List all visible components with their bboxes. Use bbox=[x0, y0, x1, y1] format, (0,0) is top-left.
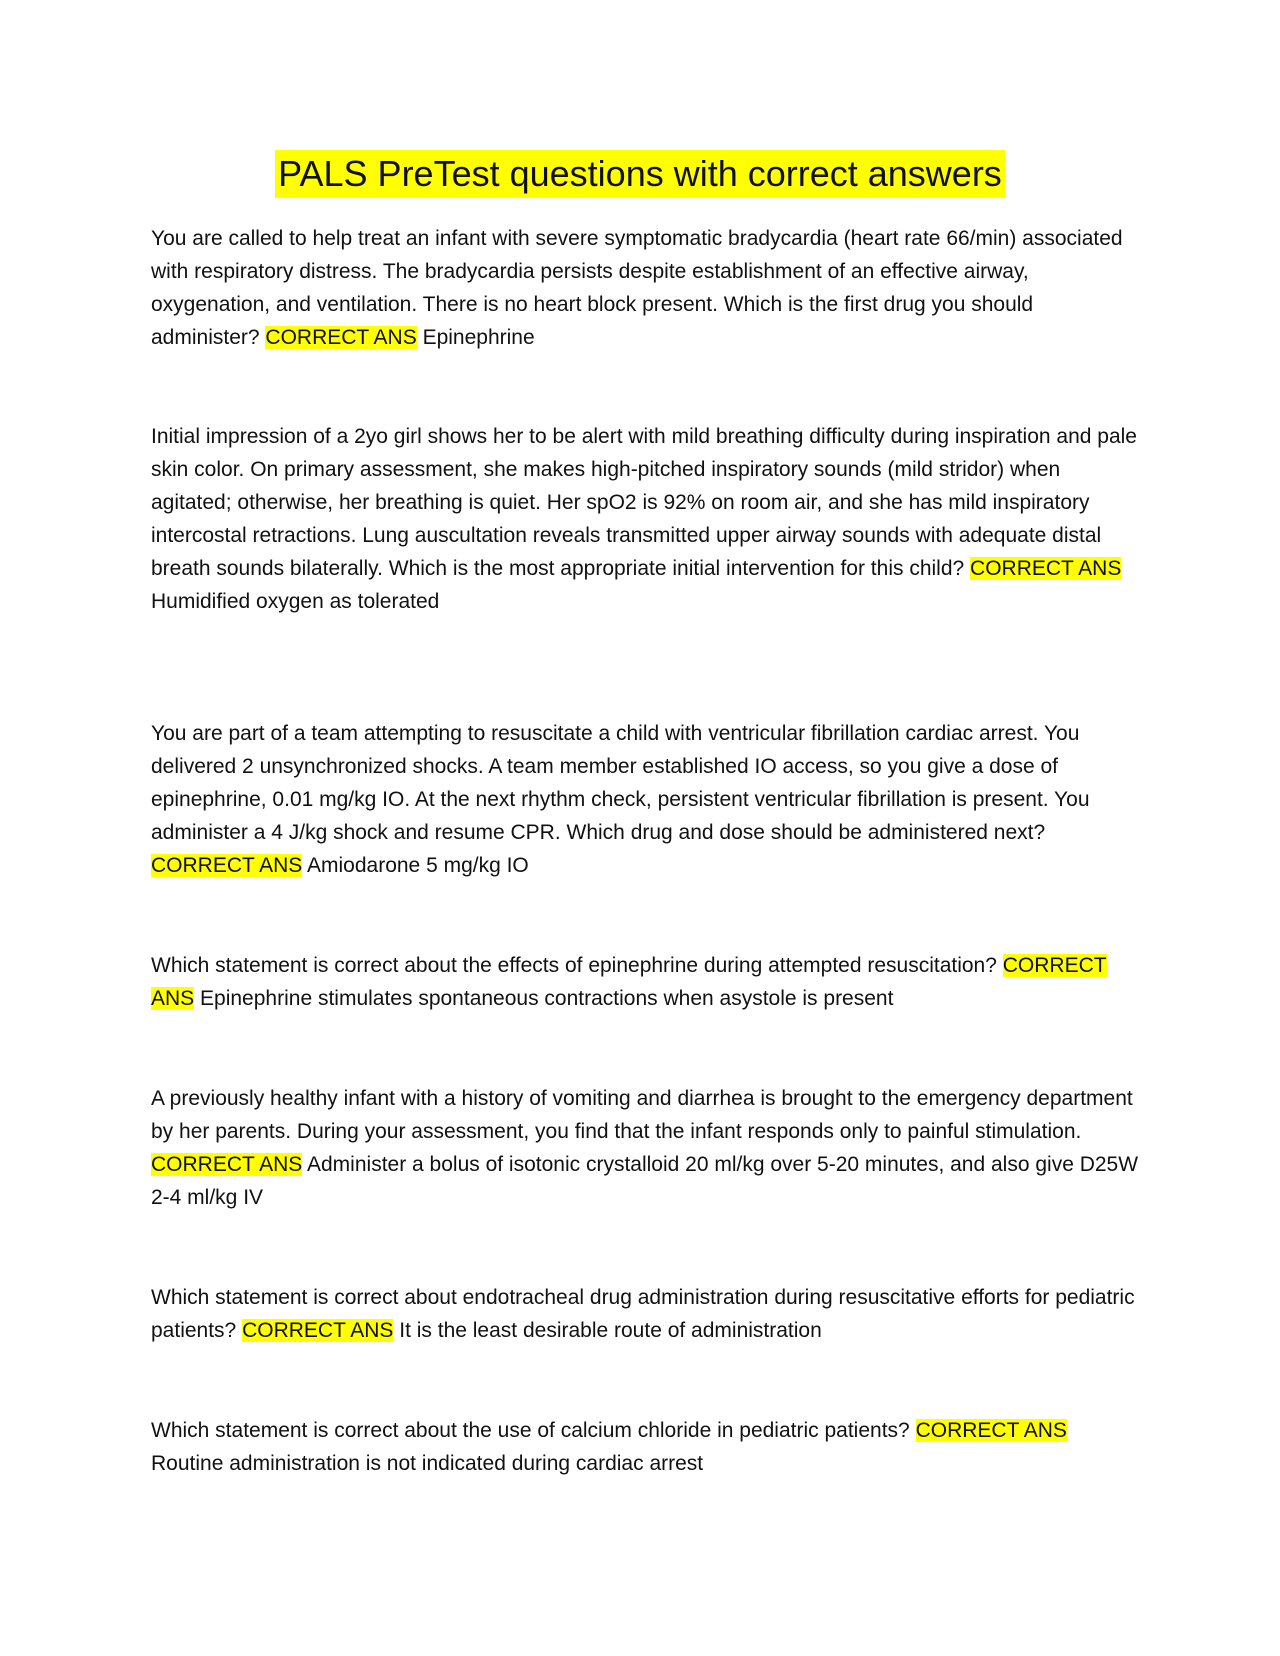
correct-answer-label: CORRECT ANS bbox=[265, 326, 417, 349]
correct-answer-label: CORRECT ANS bbox=[242, 1319, 394, 1342]
answer-text: It is the least desirable route of administration bbox=[399, 1319, 822, 1342]
answer-text: Epinephrine bbox=[422, 326, 535, 349]
qa-item bbox=[151, 222, 1141, 354]
qa-item bbox=[151, 717, 1141, 882]
answer-text: Routine administration is not indicated during cardiac arrest bbox=[151, 1452, 704, 1475]
correct-answer-label: CORRECT ANS bbox=[915, 1419, 1067, 1442]
page-title: PALS PreTest questions with correct answers bbox=[275, 150, 1005, 198]
question-text: You are part of a team attempting to resuscitate a child with ventricular fibrillation cardiac arrest. You delivered 2 unsynchronized shocks. A team member established IO access, so you give a dose of epinephrine, 0.01 mg/kg IO. At the next rhythm check, persistent ventricular fibrillation is present. You administer a 4 J/kg shock and resume CPR. Which drug and dose should be administered next? bbox=[151, 722, 1090, 844]
correct-answer-label: CORRECT ANS bbox=[151, 954, 1107, 1010]
qa-item bbox=[151, 1414, 1141, 1480]
qa-item bbox=[151, 420, 1141, 618]
question-text: Which statement is correct about the use of calcium chloride in pediatric patients? bbox=[151, 1419, 910, 1442]
qa-item bbox=[151, 1082, 1141, 1214]
answer-text: Amiodarone 5 mg/kg IO bbox=[307, 854, 529, 877]
correct-answer-label: CORRECT ANS bbox=[970, 557, 1122, 580]
question-text: Which statement is correct about endotracheal drug administration during resuscitative efforts for pediatric patients? bbox=[151, 1286, 1135, 1342]
qa-item bbox=[151, 1281, 1141, 1347]
title-block bbox=[0, 150, 1280, 198]
question-text: Which statement is correct about the effects of epinephrine during attempted resuscitation? bbox=[151, 954, 997, 977]
correct-answer-label: CORRECT ANS bbox=[151, 854, 303, 877]
answer-text: Administer a bolus of isotonic crystalloid 20 ml/kg over 5-20 minutes, and also give D25W 2-4 ml/kg IV bbox=[151, 1153, 1139, 1209]
answer-text: Epinephrine stimulates spontaneous contractions when asystole is present bbox=[200, 987, 894, 1010]
correct-answer-label: CORRECT ANS bbox=[151, 1153, 303, 1176]
answer-text: Humidified oxygen as tolerated bbox=[151, 590, 440, 613]
qa-item bbox=[151, 949, 1141, 1015]
question-text: Initial impression of a 2yo girl shows her to be alert with mild breathing difficulty during inspiration and pale skin color. On primary assessment, she makes high-pitched inspiratory sounds (mild stridor) when agitated; otherwise, her breathing is quiet. Her spO2 is 92% on room air, and she has mild inspiratory intercostal retractions. Lung auscultation reveals transmitted upper airway sounds with adequate distal breath sounds bilaterally. Which is the most appropriate initial intervention for this child? bbox=[151, 425, 1137, 580]
question-text: A previously healthy infant with a history of vomiting and diarrhea is brought to the emergency department by her parents. During your assessment, you find that the infant responds only to painful stimulation. bbox=[151, 1087, 1133, 1143]
question-text: You are called to help treat an infant with severe symptomatic bradycardia (heart rate 66/min) associated with respiratory distress. The bradycardia persists despite establishment of an effective airway, oxygenation, and ventilation. There is no heart block present. Which is the first drug you should administer? bbox=[151, 227, 1123, 349]
